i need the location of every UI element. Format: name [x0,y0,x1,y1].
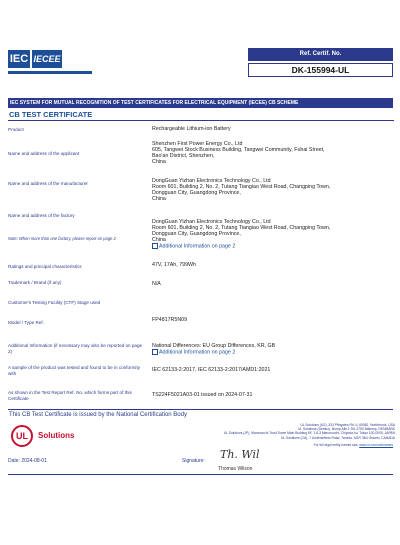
legal-entity-link[interactable]: www.ul.com/ncbnames [359,443,393,447]
value-conformity: IEC 62133-2:2017, IEC 62133-2:2017/AMD1:2021 [152,367,271,373]
label-product: Product [8,127,24,132]
issuer-addresses: UL Solutions (US), 333 Pfingsten Rd. IL 60062, Northbrook, USA UL Solutions (Demko), Borup Allé 1 DK-2750 Ballerup, DENMARK UL Solutions (JP), Marunouchi Trust Tower Main Building 6F, 1-8-3 Marunouchi, Chiyoda-ku, Tokyo 100-0005, JAPAN UL Solutions (CA), 7 Underwriters Road, Toronto, M1R 3B4 Ontario, CANADA [223,423,395,440]
checkbox-icon [152,349,158,355]
signature-label: Signature: [182,458,205,464]
signature-image [218,444,278,464]
label-factory-note: Note: When more than one factory, please report on page 2 [8,236,116,241]
ul-solutions-wordmark: Solutions [38,431,75,440]
ref-number: DK-155994-UL [248,63,393,77]
certificate-title: CB TEST CERTIFICATE [8,110,394,121]
logo-underline [8,71,92,74]
label-applicant: Name and address of the applicant [8,151,80,156]
label-ctf-stage: Customer's Testing Facility (CTF) Stage used [8,300,101,305]
value-ratings: 47V, 17Ah, 799Wh [152,262,196,268]
label-conformity: A sample of the product was tested and found to be in conformity with [8,365,141,376]
ref-label: Ref. Certif. No. [248,48,393,61]
label-test-report: As shown in the Test Report Ref. No. which forms part of this Certificate [8,390,132,401]
value-model: FP4817R5N09 [152,317,188,323]
legal-entity-note: For full legal entity names see: www.ul.com/ncbnames [313,443,393,447]
iecee-logo: IECEE [32,50,62,68]
label-ratings: Ratings and principal characteristics [8,264,82,269]
label-model: Model / Type Ref. [8,320,44,325]
label-trademark: Trademark / Brand (if any) [8,280,62,285]
checkbox-icon [152,243,158,249]
value-test-report: TS224F5021A03-01 issued on 2024-07-31 [152,392,253,398]
label-factory: Name and address of the factory [8,213,75,218]
value-manufacturer: DongGuan Yizhan Electronics Technology Co., Ltd Room 601, Building 2, No. 2, Tutang Tiangiao West Road, Changping Town, Dongguan City, Guangdong Province, China [152,178,331,203]
label-manufacturer: Name and address of the manufacturer [8,181,88,186]
value-applicant: Shenzhen First Power Energy Co., Ltd 605, Tangwei Stock Business Building, Tangwei Community, Fuhai Street, Bao'an District, Shenzhen, China [152,141,325,166]
value-trademark: N/A [152,281,161,287]
issue-date: Date: 2024-08-01 [8,458,47,464]
iec-logo: IEC [8,50,30,68]
value-product: Rechargeable Lithium-ion Battery [152,126,231,132]
svg-text:Th. Wil: Th. Wil [220,448,260,461]
value-additional-info: National Differences: EU Group Differences, KR, GB Additional Information on page 2 [152,343,276,356]
signer-name: Thomas Wilson [218,466,253,472]
label-additional-info: Additional Information (if necessary may also be reported on page 2) [8,343,143,354]
scheme-title: IEC SYSTEM FOR MUTUAL RECOGNITION OF TEST CERTIFICATES FOR ELECTRICAL EQUIPMENT (IECEE) CB SCHEME [8,98,393,108]
ul-logo-icon: UL [11,425,33,447]
issued-by: This CB Test Certificate is issued by the National Certification Body [8,409,393,419]
value-factory: DongGuan Yizhan Electronics Technology Co., Ltd Room 601, Building 2, No. 2, Tutang Tiangiao West Road, Changping Town, Dongguan City, Guangdong Province, China Additional Information on page 2 [152,219,331,250]
footer-rule [8,474,393,475]
